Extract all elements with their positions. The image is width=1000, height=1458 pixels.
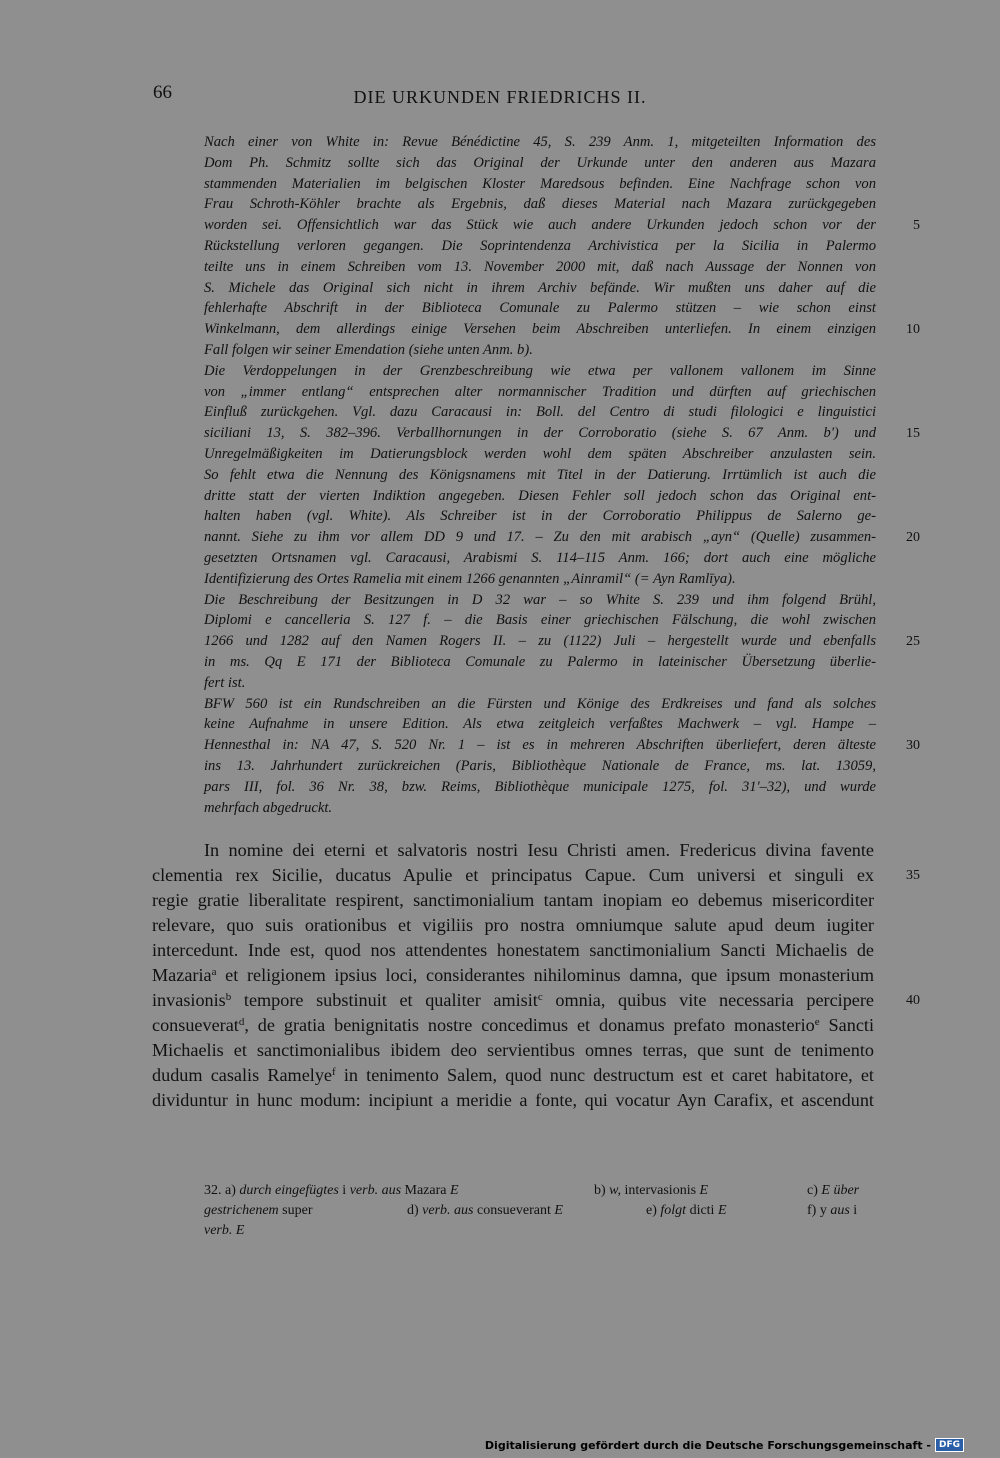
text-line: Michaelis et sanctimonialibus ibidem deo servientibus omnes terras, que sunt de tenimento — [152, 1040, 874, 1060]
intro-line: teilte uns in einem Schreiben vom 13. November 2000 mit, daß nach Aussage der Nonnen von — [204, 258, 876, 275]
intro-line: siciliani 13, S. 382–396. Verballhornungen in der Corroboratio (siehe S. 67 Anm. b') und — [204, 425, 876, 442]
text-line: relevare, quo suis orationibus et vigiliis pro nostra omniumque salute apud deum iugiter — [152, 915, 874, 935]
digitization-credit — [485, 1438, 964, 1452]
line-number: 15 — [906, 426, 920, 441]
footnote-marker: a — [211, 966, 217, 978]
note-b: b) w, intervasionis E — [594, 1183, 709, 1198]
intro-line: von „immer entlang“ entsprechen alter normannischer Tradition und dürften auf griechischen — [204, 383, 876, 400]
intro-line: in ms. Qq E 171 der Biblioteca Comunale zu Palermo in lateinischer Übersetzung überlie- — [204, 654, 876, 670]
text-line: dudum casalis Ramelye$^f$ in tenimento Salem, quod nunc destructum est et caret habitatore, et — [152, 1065, 874, 1085]
text-line: dividuntur in hunc modum: incipiunt a meridie a fonte, qui vocatur Ayn Carafix, et ascendunt — [152, 1090, 874, 1110]
intro-line: BFW 560 ist ein Rundschreiben an die Fürsten und Könige des Erdkreises und fand als solches — [204, 695, 876, 712]
running-title: DIE URKUNDEN FRIEDRICHS II. — [353, 87, 647, 107]
text-line: Mazaria$^a$ et religionem ipsius loci, considerantes nihilominus damna, que ipsum monasterium — [152, 965, 874, 985]
intro-line: Dom Ph. Schmitz sollte sich das Original der Urkunde unter den anderen aus Mazara — [204, 154, 876, 171]
page-number: 66 — [153, 82, 172, 103]
text-line: consueverat$^d$, de gratia benignitatis nostre concedimus et donamus prefato monasterio$^e$ Sancti — [152, 1015, 875, 1035]
intro-line: worden sei. Offensichtlich war das Stück wie auch andere Urkunden jedoch schon vor der — [204, 217, 876, 234]
note-e: e) folgt dicti E — [646, 1203, 727, 1218]
line-number: 5 — [913, 218, 920, 233]
intro-line: 1266 und 1282 auf den Namen Rogers II. – zu (1122) Juli – hergestellt wurde und ebenfalls — [204, 633, 876, 650]
note-d: d) verb. aus consueverant E — [407, 1203, 563, 1218]
intro-line: dritte statt der vierten Indiktion angegeben. Diesen Fehler soll jedoch schon das Original ent- — [204, 487, 876, 504]
text-line: invasionis$^b$ tempore substinuit et qualiter amisit$^c$ omnia, quibus vite necessaria percipere — [152, 990, 874, 1010]
text-line: intercedunt. Inde est, quod nos attendentes honestatem sanctimonialium Sancti Michaelis de — [152, 940, 874, 960]
line-number: 25 — [906, 634, 920, 649]
intro-line: ins 13. Jahrhundert zurückreichen (Paris, Bibliothèque Nationale de France, ms. lat. 13059, — [204, 758, 876, 774]
intro-line: S. Michele das Original sich nicht in ihrem Archiv befände. Wir mußten uns daher auf die — [204, 279, 876, 296]
intro-line: fert ist. — [204, 674, 246, 691]
credit-text: Digitalisierung gefördert durch die Deutsche Forschungsgemeinschaft - — [484, 1438, 931, 1452]
intro-line: Winkelmann, dem allerdings einige Versehen beim Abschreiben unterliefen. In einem einzigen — [204, 321, 876, 338]
line-number: 10 — [906, 322, 920, 337]
note-f: f) y aus i — [807, 1203, 858, 1218]
intro-line: keine Aufnahme in unsere Edition. Als etwa zeitgleich verfaßtes Machwerk – vgl. Hampe – — [204, 716, 876, 733]
dfg-logo: DFG — [935, 1438, 964, 1452]
intro-line: fehlerhafte Abschrift in der Biblioteca Comunale zu Palermo stützen – wie schon einst — [204, 300, 876, 317]
text-line: regie gratie liberalitate respirent, sanctimonialium tantam inopiam eo debemus misericorditer — [152, 890, 874, 910]
text-line: clementia rex Sicilie, ducatus Apulie et principatus Capue. Cum universi et singuli ex — [152, 865, 874, 885]
note-c: c) E über — [807, 1183, 860, 1198]
footnote-marker: b — [225, 991, 232, 1003]
line-number: 40 — [906, 993, 920, 1008]
note-c-cont: gestrichenem super — [204, 1203, 313, 1218]
intro-line: Identifizierung des Ortes Ramelia mit einem 1266 genannten „Ainramil“ (= Ayn Ramlīya). — [204, 570, 736, 587]
intro-line: Die Beschreibung der Besitzungen in D 32 war – so White S. 239 und ihm folgend Brühl, — [204, 591, 876, 608]
intro-line: Hennesthal in: NA 47, S. 520 Nr. 1 – ist es in mehreren Abschriften überliefert, deren älteste — [204, 737, 876, 754]
intro-line: Nach einer von White in: Revue Bénédictine 45, S. 239 Anm. 1, mitgeteilten Information des — [204, 134, 876, 150]
intro-line: gesetzten Ortsnamen vgl. Caracausi, Arabismi S. 114–115 Anm. 166; dort auch eine mögliche — [204, 550, 876, 566]
intro-line: Fall folgen wir seiner Emendation (siehe unten Anm. b). — [204, 342, 533, 358]
intro-line: Frau Schroth-Köhler brachte als Ergebnis, daß dieses Material nach Mazara zurückgegeben — [204, 196, 876, 213]
footnote-marker: f — [331, 1066, 336, 1078]
line-number: 30 — [906, 738, 920, 753]
intro-line: Unregelmäßigkeiten im Datierungsblock werden wohl dem späten Abschreiber anzulasten sein. — [204, 446, 876, 462]
note-a: 32. a) durch eingefügtes i verb. aus Mazara E — [204, 1183, 459, 1198]
intro-line: Diplomi e cancelleria S. 127 f. – die Basis einer griechischen Fälschung, die wohl zwischen — [204, 612, 876, 629]
note-f-cont: verb. E — [204, 1223, 245, 1238]
intro-line: Rückstellung verloren gegangen. Die Soprintendenza Archivistica per la Sicilia in Palermo — [204, 238, 876, 254]
intro-line: So fehlt etwa die Nennung des Königsnamens mit Titel in der Datierung. Irrtümlich ist auch die — [204, 466, 876, 483]
intro-line: halten haben (vgl. White). Als Schreiber ist in der Corroboratio Philippus de Salerno ge- — [204, 508, 876, 525]
intro-line: stammenden Materialien im belgischen Kloster Maredsous befinden. Eine Nachfrage schon von — [204, 175, 876, 192]
intro-line: pars III, fol. 36 Nr. 38, bzw. Reims, Bibliothèque municipale 1275, fol. 31'–32), und wurde — [204, 778, 876, 795]
footnote-marker: d — [238, 1016, 245, 1028]
line-number: 35 — [906, 868, 920, 883]
intro-line: Die Verdoppelungen in der Grenzbeschreibung wie etwa per vallonem vallonem im Sinne — [204, 362, 876, 379]
text-line: In nomine dei eterni et salvatoris nostri Iesu Christi amen. Fredericus divina favente — [204, 840, 874, 860]
line-number: 20 — [906, 530, 920, 545]
intro-line: nannt. Siehe zu ihm vor allem DD 9 und 17. – Zu den mit arabisch „ayn“ (Quelle) zusammen- — [204, 529, 876, 546]
intro-line: Einfluß zurückgehen. Vgl. dazu Caracausi in: Boll. del Centro di studi filologici e linguistici — [204, 404, 876, 421]
intro-line: mehrfach abgedruckt. — [204, 799, 333, 816]
footnote-marker: c — [537, 991, 543, 1003]
footnote-marker: e — [814, 1016, 820, 1028]
